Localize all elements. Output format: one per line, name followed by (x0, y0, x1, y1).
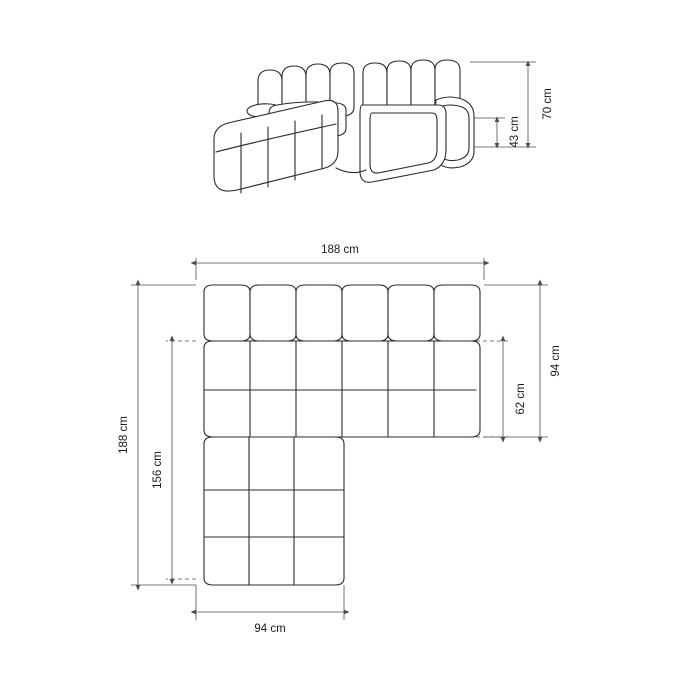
perspective-right-seat (360, 105, 446, 182)
dim-label-70cm: 70 cm (542, 88, 554, 120)
top-chaise-block (204, 437, 344, 585)
dim-label-top-188cm: 188 cm (321, 244, 359, 256)
dim-label-depth-188cm: 188 cm (118, 416, 130, 454)
dim-label-depth-156cm: 156 cm (152, 451, 164, 489)
dim-label-bottom-94cm: 94 cm (254, 623, 286, 635)
perspective-view (214, 60, 474, 193)
top-seat-band (204, 341, 480, 437)
top-view (204, 285, 480, 585)
dim-label-depth-94cm: 94 cm (550, 345, 562, 377)
dim-label-43cm: 43 cm (509, 116, 521, 148)
perspective-dimensions (470, 62, 536, 147)
top-backrest-row (204, 285, 480, 341)
dim-label-depth-62cm: 62 cm (515, 383, 527, 415)
perspective-left-chaise (214, 100, 338, 193)
